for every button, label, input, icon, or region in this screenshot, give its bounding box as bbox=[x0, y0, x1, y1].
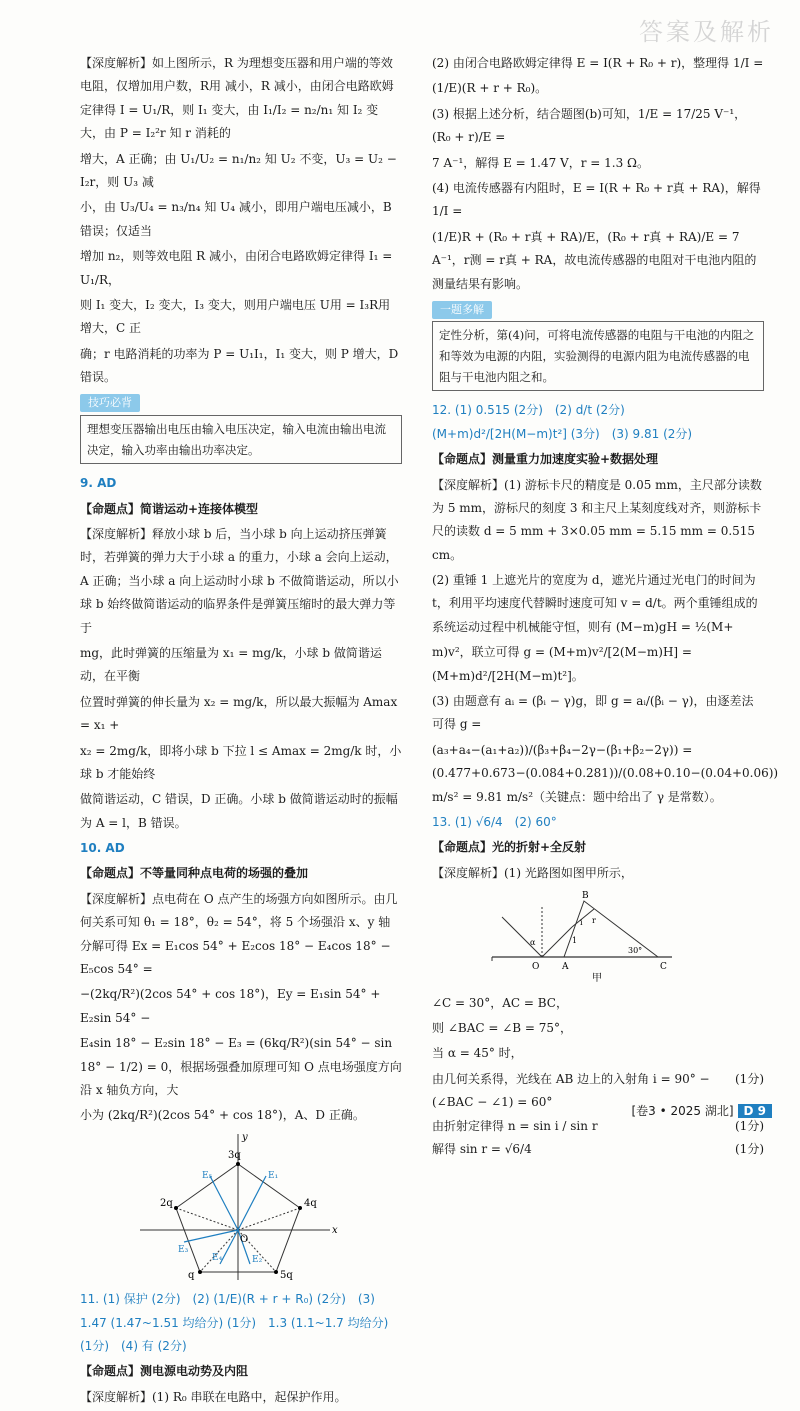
svg-text:30°: 30° bbox=[628, 946, 643, 956]
svg-text:q: q bbox=[188, 1269, 195, 1280]
header-watermark: 答案及解析 bbox=[639, 18, 774, 46]
paragraph: 增大，A 正确；由 U₁/U₂ = n₁/n₂ 知 U₂ 不变，U₃ = U₂ − I₂r，则 U₃ 减 bbox=[80, 151, 397, 189]
paragraph: (1/E)(R + r + R₀)。 bbox=[432, 81, 548, 96]
paragraph: 【深度解析】点电荷在 O 点产生的场强方向如图所示。由几何关系可知 θ₁ = 18°，θ₂ = 54°，将 5 个场强沿 x、y 轴分解可得 Ex = E₁cos 54° + E₂cos 18° − E₄cos 18° − E₅cos 54° = bbox=[80, 891, 398, 977]
svg-text:B: B bbox=[582, 891, 589, 902]
paragraph: −(2kq/R²)(2cos 54° + cos 18°)，Ey = E₁sin 54° + E₂sin 54° − bbox=[80, 987, 381, 1025]
paragraph: 由几何关系得，光线在 AB 边上的入射角 i = 90° − (∠BAC − ∠1) = 60° bbox=[432, 1071, 710, 1110]
paragraph: 做简谐运动，C 错误，D 正确。小球 b 做简谐运动时的振幅为 A = l，B 错误。 bbox=[80, 792, 398, 830]
question-13-answer: 13. (1) √6/4 (2) 60° bbox=[432, 815, 557, 829]
paragraph: (a₃+a₄−(a₁+a₂))/(β₃+β₄−2γ−(β₁+β₂−2γ)) = (0.477+0.673−(0.084+0.281))/(0.08+0.10−(0.04+0.06)) m/s² = 9.81 m/s²（关键点：题中给出了 γ 是常数）。 bbox=[432, 742, 779, 804]
svg-text:α: α bbox=[530, 938, 536, 948]
svg-text:2q: 2q bbox=[160, 1197, 173, 1209]
prism-optics-diagram bbox=[432, 887, 764, 983]
svg-text:E₄: E₄ bbox=[212, 1252, 223, 1263]
paragraph: 【深度解析】(1) R₀ 串联在电路中，起保护作用。 bbox=[80, 1389, 347, 1404]
svg-text:1: 1 bbox=[572, 936, 578, 946]
svg-text:x: x bbox=[332, 1224, 338, 1236]
svg-text:r: r bbox=[592, 916, 596, 926]
paragraph: (3) 根据上述分析，结合题图(b)可知，1/E = 17/25 V⁻¹，(R₀ + r)/E = bbox=[432, 106, 747, 145]
paragraph: 【深度解析】释放小球 b 后，当小球 b 向上运动挤压弹簧时，若弹簧的弹力大于小球 a 的重力，小球 a 会向上运动，A 正确；当小球 a 向上运动时小球 b 不做简谐运动，所以小球 b 始终做简谐运动的临界条件是弹簧压缩时的最大弹力等于 bbox=[80, 527, 399, 635]
paragraph: 位置时弹簧的伸长量为 x₂ = mg/k，所以最大振幅为 Amax = x₁ + bbox=[80, 694, 398, 733]
question-12-answer: 12. (1) 0.515 (2分) (2) d/t (2分) (M+m)d²/[2H(M−m)t²] (3分) (3) 9.81 (2分) bbox=[432, 403, 693, 441]
score: (1分) bbox=[735, 1118, 764, 1133]
score: (1分) bbox=[735, 1071, 764, 1086]
question-10-answer: 10. AD bbox=[80, 841, 125, 856]
multi-solution-box: 定性分析，第(4)问，可将电流传感器的电阻与干电池的内阻之和等效为电源的内阻，实验测得的电源内阻为电流传感器的电阻与干电池内阻之和。 bbox=[432, 321, 764, 391]
paragraph: (2) 由闭合电路欧姆定律得 E = I(R + R₀ + r)，整理得 1/I = bbox=[432, 56, 764, 70]
figure-label: 甲 bbox=[592, 973, 602, 984]
paragraph: (3) 由题意有 aᵢ = (βᵢ − γ)g，即 g = aᵢ/(βᵢ − γ)，由逐差法可得 g = bbox=[432, 694, 754, 732]
svg-text:4q: 4q bbox=[304, 1197, 317, 1209]
paragraph: 小为 (2kq/R²)(2cos 54° + cos 18°)，A、D 正确。 bbox=[80, 1108, 365, 1123]
paragraph: 由折射定律得 n = sin i / sin r bbox=[432, 1118, 598, 1133]
svg-text:E₂: E₂ bbox=[252, 1254, 263, 1265]
paragraph: (1/E)R + (R₀ + r真 + RA)/E，(R₀ + r真 + RA)/E = 7 A⁻¹，r测 = r真 + RA，故电流传感器的电阻对干电池内阻的测量结果有影响。 bbox=[432, 229, 757, 291]
paragraph: E₄sin 18° − E₂sin 18° − E₃ = (6kq/R²)(sin 54° − sin 18° − 1/2) = 0，根据场强叠加原理可知 O 点电场强度方向沿 x 轴负方向，大 bbox=[80, 1036, 402, 1097]
paragraph: 则 I₁ 变大，I₂ 变大，I₃ 变大，则用户端电压 U用 = I₃R用 增大，C 正 bbox=[80, 297, 391, 336]
volume-label: [卷3 • 2025 湖北] bbox=[631, 1104, 734, 1118]
svg-text:O: O bbox=[532, 962, 540, 973]
question-10-point: 【命题点】不等量同种点电荷的场强的叠加 bbox=[80, 866, 309, 881]
svg-text:3q: 3q bbox=[228, 1149, 241, 1161]
page-number: D 9 bbox=[738, 1104, 773, 1118]
multi-solution-label: 一题多解 bbox=[432, 301, 492, 319]
right-column bbox=[432, 52, 779, 1161]
pentagon-field-diagram bbox=[80, 1130, 402, 1280]
question-12-point: 【命题点】测量重力加速度实验+数据处理 bbox=[432, 452, 659, 467]
paragraph: x₂ = 2mg/k，即将小球 b 下拉 l ≤ Amax = 2mg/k 时，小球 b 才能始终 bbox=[80, 743, 402, 781]
paragraph: 【深度解析】(1) 游标卡尺的精度是 0.05 mm，主尺部分读数为 5 mm，游标尺的刻度 3 和主尺上某刻度线对齐，则游标卡尺的读数 d = 5 mm + 3×0.05 mm = 5.15 mm = 0.515 cm。 bbox=[432, 477, 762, 562]
tip-label: 技巧必背 bbox=[80, 394, 140, 412]
paragraph: m)v²，联立可得 g = (M+m)v²/[2(M−m)H] = (M+m)d²/[2H(M−m)t²]。 bbox=[432, 645, 692, 683]
svg-text:i: i bbox=[580, 918, 583, 928]
paragraph: 则 ∠BAC = ∠B = 75°， bbox=[432, 1020, 573, 1035]
svg-text:y: y bbox=[242, 1131, 248, 1143]
paragraph: (4) 电流传感器有内阻时，E = I(R + R₀ + r真 + RA)，解得 1/I = bbox=[432, 180, 761, 219]
paragraph: 增加 n₂，则等效电阻 R 减小，由闭合电路欧姆定律得 I₁ = U₁/R， bbox=[80, 249, 393, 287]
question-11-point: 【命题点】测电源电动势及内阻 bbox=[80, 1364, 249, 1379]
tip-box: 理想变压器输出电压由输入电压决定，输入电流由输出电流决定，输入功率由输出功率决定。 bbox=[80, 415, 402, 464]
svg-text:A: A bbox=[562, 962, 569, 973]
question-11-answer: 11. (1) 保护 (2分) (2) (1/E)(R + r + R₀) (2分) (3) 1.47 (1.47~1.51 均给分) (1分) 1.3 (1.1~1.7 均给分) (1分) (4) 有 (2分) bbox=[80, 1292, 389, 1353]
footer bbox=[631, 1102, 772, 1119]
question-9-answer: 9. AD bbox=[80, 476, 117, 491]
paragraph: ∠C = 30°，AC = BC， bbox=[432, 995, 568, 1010]
question-13-point: 【命题点】光的折射+全反射 bbox=[432, 840, 587, 855]
paragraph: 【深度解析】如上图所示，R 为理想变压器和用户端的等效电阻，仅增加用户数，R用 减小，R 减小，由闭合电路欧姆定律得 I = U₁/R，则 I₁ 变大，由 I₁/I₂ = n₂/n₁ 知 I₂ 变大，由 P = I₂²r 知 r 消耗的 bbox=[80, 56, 394, 141]
left-column bbox=[80, 52, 402, 1411]
svg-text:E₃: E₃ bbox=[178, 1244, 189, 1255]
svg-text:E₅: E₅ bbox=[202, 1170, 213, 1181]
svg-text:5q: 5q bbox=[280, 1269, 293, 1280]
paragraph: mg，此时弹簧的压缩量为 x₁ = mg/k，小球 b 做简谐运动，在平衡 bbox=[80, 645, 382, 684]
svg-text:O: O bbox=[240, 1233, 249, 1245]
question-9-point: 【命题点】简谐运动+连接体模型 bbox=[80, 501, 259, 516]
paragraph: (2) 重锤 1 上遮光片的宽度为 d，遮光片通过光电门的时间为 t，利用平均速度代替瞬时速度可知 v = d/t。两个重锤组成的系统运动过程中机械能守恒，则有 (M−m)gH = ½(M+ bbox=[432, 573, 758, 634]
paragraph: 当 α = 45° 时， bbox=[432, 1046, 523, 1061]
svg-text:C: C bbox=[660, 962, 667, 973]
paragraph: 确；r 电路消耗的功率为 P = U₁I₁，I₁ 变大，则 P 增大，D 错误。 bbox=[80, 346, 399, 385]
svg-text:E₁: E₁ bbox=[268, 1170, 279, 1181]
paragraph: 小，由 U₃/U₄ = n₃/n₄ 知 U₄ 减小，即用户端电压减小，B 错误；仅适当 bbox=[80, 200, 392, 238]
paragraph: 解得 sin r = √6/4 bbox=[432, 1141, 532, 1156]
paragraph: 【深度解析】(1) 光路图如图甲所示， bbox=[432, 865, 633, 880]
score: (1分) bbox=[735, 1141, 764, 1156]
paragraph: 7 A⁻¹，解得 E = 1.47 V，r = 1.3 Ω。 bbox=[432, 155, 649, 170]
